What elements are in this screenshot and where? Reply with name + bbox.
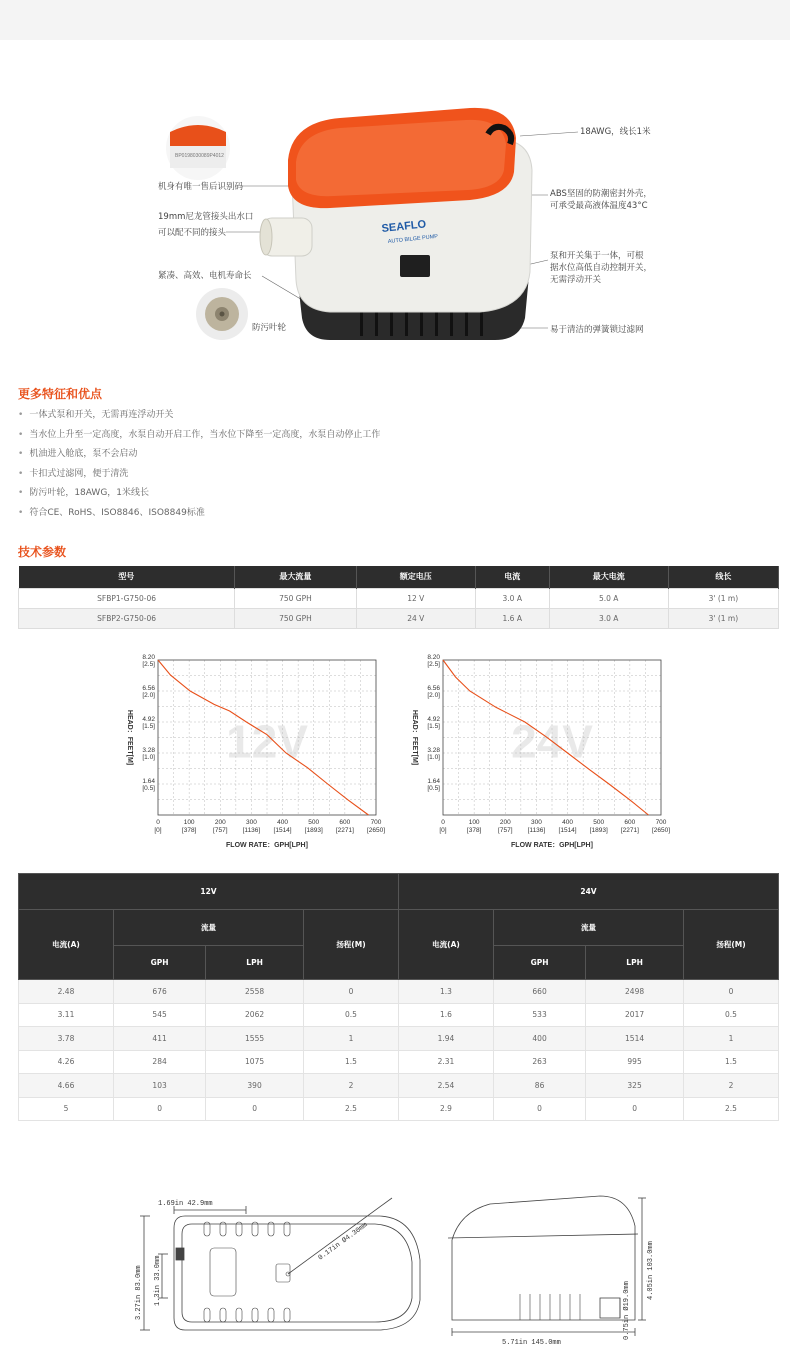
table-cell: 1514 xyxy=(586,1027,684,1051)
x-tick-label: 600 xyxy=(339,819,351,826)
chart-watermark: 24V xyxy=(511,715,593,768)
serial-inset xyxy=(166,116,230,180)
x-tick-label-metric: [1136] xyxy=(242,827,261,834)
table-cell: 2 xyxy=(303,1074,398,1098)
x-tick-label-metric: [378] xyxy=(466,827,482,834)
x-tick-label-metric: [2650] xyxy=(651,827,670,834)
callout-motor: 紧凑、高效、电机寿命长 xyxy=(158,271,252,281)
dim-length: 5.71in 145.0mm xyxy=(502,1339,561,1347)
y-tick-label-metric: [0.5] xyxy=(142,785,155,792)
table-cell: 2.48 xyxy=(19,980,114,1004)
table-cell: 0 xyxy=(206,1097,304,1121)
table-cell: 2017 xyxy=(586,1003,684,1027)
table-cell: 4.66 xyxy=(19,1074,114,1098)
y-tick-label-metric: [1.0] xyxy=(142,754,155,761)
y-tick-label: 3.28 xyxy=(427,747,440,754)
specs-header: 额定电压 xyxy=(356,566,475,588)
table-cell: 2 xyxy=(684,1074,779,1098)
x-tick-label-metric: [1514] xyxy=(273,827,292,834)
x-tick-label-metric: [378] xyxy=(181,827,197,834)
table-cell: 0 xyxy=(684,980,779,1004)
dim-diameter: 0.17in Ø4.30mm xyxy=(317,1221,370,1263)
y-tick-label: 3.28 xyxy=(142,747,155,754)
table-cell: 24 V xyxy=(356,608,475,628)
table-cell: 1.5 xyxy=(303,1050,398,1074)
table-row xyxy=(19,980,779,1004)
table-cell: 5.0 A xyxy=(549,588,668,608)
table-cell: 86 xyxy=(493,1074,585,1098)
y-tick-label-metric: [1.0] xyxy=(427,754,440,761)
flow-header: 流量 xyxy=(114,910,304,946)
table-cell: 1 xyxy=(303,1027,398,1051)
x-axis-label: FLOW RATE：GPH[LPH] xyxy=(226,842,308,849)
table-row xyxy=(19,1074,779,1098)
chart-24v xyxy=(405,648,670,858)
table-cell: 1 xyxy=(684,1027,779,1051)
specs-header: 最大流量 xyxy=(235,566,357,588)
dim-left-outer: 3.27in 83.0mm xyxy=(135,1265,143,1320)
specs-table xyxy=(18,566,779,629)
callout-switch-3: 无需浮动开关 xyxy=(550,275,602,285)
x-tick-label-metric: [2271] xyxy=(620,827,639,834)
y-axis-label: HEAD：FEET[M] xyxy=(411,709,418,766)
feature-item: • 一体式泵和开关，无需再连浮动开关 xyxy=(18,406,778,426)
table-cell: 2498 xyxy=(586,980,684,1004)
current-header: 电流(A) xyxy=(398,910,493,980)
x-tick-label-metric: [0] xyxy=(154,827,162,834)
table-cell: 676 xyxy=(114,980,206,1004)
specs-header: 型号 xyxy=(19,566,235,588)
feature-item: • 卡扣式过滤网，便于清洗 xyxy=(18,465,778,485)
product-hero xyxy=(0,40,790,370)
serial-code: BP0198030089P4012 xyxy=(175,153,224,159)
x-tick-label: 400 xyxy=(277,819,289,826)
x-tick-label: 700 xyxy=(655,819,667,826)
table-cell: 533 xyxy=(493,1003,585,1027)
y-axis-label: HEAD：FEET[M] xyxy=(126,709,133,766)
x-tick-label-metric: [757] xyxy=(498,827,513,834)
table-cell: 0.5 xyxy=(303,1003,398,1027)
table-cell: 995 xyxy=(586,1050,684,1074)
chart-watermark: 12V xyxy=(226,715,308,768)
dim-left-inner: 1.3in 33.0mm xyxy=(154,1255,162,1306)
dim-outlet: 0.75in Ø19.0mm xyxy=(623,1281,631,1340)
table-cell: 1.6 xyxy=(398,1003,493,1027)
feature-item: • 防污叶轮，18AWG，1米线长 xyxy=(18,484,778,504)
x-tick-label: 500 xyxy=(593,819,605,826)
table-cell: 1.3 xyxy=(398,980,493,1004)
table-cell: 2558 xyxy=(206,980,304,1004)
lph-header: LPH xyxy=(206,946,304,980)
x-tick-label-metric: [1514] xyxy=(558,827,577,834)
table-row xyxy=(19,588,779,608)
x-tick-label: 200 xyxy=(499,819,511,826)
table-cell: 390 xyxy=(206,1074,304,1098)
x-tick-label-metric: [1893] xyxy=(589,827,608,834)
table-cell: 3.0 A xyxy=(475,588,549,608)
table-cell: 3.11 xyxy=(19,1003,114,1027)
callout-switch-2: 据水位高低自动控制开关， xyxy=(550,263,653,273)
specs-title: 技术参数 xyxy=(18,545,67,559)
x-tick-label: 100 xyxy=(183,819,195,826)
top-bar xyxy=(0,0,790,40)
table-cell: 3' (1 m) xyxy=(668,588,778,608)
callout-filter: 易于清洁的弹簧锁过滤网 xyxy=(550,325,644,335)
features-title: 更多特征和优点 xyxy=(18,387,103,401)
feature-item: • 机油进入舱底，泵不会启动 xyxy=(18,445,778,465)
dim-top-width: 1.69in 42.9mm xyxy=(158,1200,213,1208)
callout-shell-2: 可承受最高液体温度43°C xyxy=(550,201,648,211)
table-cell: 2.5 xyxy=(303,1097,398,1121)
y-tick-label-metric: [2.5] xyxy=(427,661,440,668)
table-cell: 0 xyxy=(586,1097,684,1121)
specs-header: 电流 xyxy=(475,566,549,588)
callout-wire: 18AWG，线长1米 xyxy=(580,127,651,137)
table-cell: 1.5 xyxy=(684,1050,779,1074)
table-cell: 5 xyxy=(19,1097,114,1121)
feature-item: • 符合CE、RoHS、ISO8846、ISO8849标准 xyxy=(18,504,778,524)
y-tick-label-metric: [2.5] xyxy=(142,661,155,668)
gph-header: GPH xyxy=(493,946,585,980)
table-cell: 1.94 xyxy=(398,1027,493,1051)
table-cell: 660 xyxy=(493,980,585,1004)
table-cell: 3.0 A xyxy=(549,608,668,628)
x-tick-label: 0 xyxy=(441,819,445,826)
table-cell: SFBP1-G750-06 xyxy=(19,588,235,608)
table-cell: 2.9 xyxy=(398,1097,493,1121)
x-tick-label-metric: [2650] xyxy=(366,827,385,834)
table-cell: 2.5 xyxy=(684,1097,779,1121)
x-axis-label: FLOW RATE：GPH[LPH] xyxy=(511,842,593,849)
pump-illustration xyxy=(0,40,790,370)
callout-outlet-2: 可以配不同的接头 xyxy=(158,228,227,238)
table-cell: 1.6 A xyxy=(475,608,549,628)
group-header-24v: 24V xyxy=(398,874,778,910)
y-tick-label: 1.64 xyxy=(427,778,440,785)
current-header: 电流(A) xyxy=(19,910,114,980)
callout-impeller: 防污叶轮 xyxy=(252,323,287,333)
table-cell: 750 GPH xyxy=(235,608,357,628)
group-header-12v: 12V xyxy=(19,874,399,910)
y-tick-label: 6.56 xyxy=(427,685,440,692)
table-cell: 400 xyxy=(493,1027,585,1051)
x-tick-label-metric: [1136] xyxy=(527,827,546,834)
table-cell: 2.54 xyxy=(398,1074,493,1098)
table-cell: 4.26 xyxy=(19,1050,114,1074)
y-tick-label-metric: [1.5] xyxy=(142,723,155,730)
flow-header: 流量 xyxy=(493,910,683,946)
y-tick-label-metric: [1.5] xyxy=(427,723,440,730)
head-header: 扬程(M) xyxy=(684,910,779,980)
x-tick-label: 300 xyxy=(245,819,257,826)
callout-serial: 机身有唯一售后识别码 xyxy=(158,182,244,192)
y-tick-label-metric: [0.5] xyxy=(427,785,440,792)
table-cell: 284 xyxy=(114,1050,206,1074)
table-row xyxy=(19,1003,779,1027)
table-cell: 12 V xyxy=(356,588,475,608)
gph-header: GPH xyxy=(114,946,206,980)
callout-shell-1: ABS坚固的防潮密封外壳， xyxy=(550,189,652,199)
y-tick-label: 8.20 xyxy=(142,654,155,661)
x-tick-label: 400 xyxy=(562,819,574,826)
table-cell: 1555 xyxy=(206,1027,304,1051)
table-cell: 3.78 xyxy=(19,1027,114,1051)
table-cell: 545 xyxy=(114,1003,206,1027)
callout-switch-1: 泵和开关集于一体，可根 xyxy=(550,251,644,261)
y-tick-label: 4.92 xyxy=(142,716,155,723)
table-cell: 411 xyxy=(114,1027,206,1051)
x-tick-label: 500 xyxy=(308,819,320,826)
table-cell: 0 xyxy=(114,1097,206,1121)
x-tick-label-metric: [757] xyxy=(213,827,228,834)
specs-header: 线长 xyxy=(668,566,778,588)
table-row xyxy=(19,1050,779,1074)
table-cell: 2062 xyxy=(206,1003,304,1027)
table-cell: 750 GPH xyxy=(235,588,357,608)
y-tick-label: 1.64 xyxy=(142,778,155,785)
x-tick-label: 700 xyxy=(370,819,382,826)
table-cell: 0 xyxy=(303,980,398,1004)
dimension-drawing xyxy=(130,1180,660,1350)
head-header: 扬程(M) xyxy=(303,910,398,980)
x-tick-label-metric: [1893] xyxy=(304,827,323,834)
table-cell: 1075 xyxy=(206,1050,304,1074)
chart-12v xyxy=(120,648,385,858)
x-tick-label: 100 xyxy=(468,819,480,826)
table-cell: 0.5 xyxy=(684,1003,779,1027)
table-row xyxy=(19,1097,779,1121)
table-cell: 0 xyxy=(493,1097,585,1121)
table-row xyxy=(19,1027,779,1051)
x-tick-label: 300 xyxy=(530,819,542,826)
features-list xyxy=(18,406,778,524)
dim-height: 4.05in 103.0mm xyxy=(647,1241,655,1300)
performance-table xyxy=(18,873,779,1121)
y-tick-label: 8.20 xyxy=(427,654,440,661)
table-cell: 2.31 xyxy=(398,1050,493,1074)
y-tick-label-metric: [2.0] xyxy=(427,692,440,699)
lph-header: LPH xyxy=(586,946,684,980)
y-tick-label: 4.92 xyxy=(427,716,440,723)
table-cell: 325 xyxy=(586,1074,684,1098)
brand-subtitle: AUTO BILGE PUMP xyxy=(387,233,439,245)
x-tick-label-metric: [0] xyxy=(439,827,447,834)
x-tick-label: 200 xyxy=(214,819,226,826)
y-tick-label-metric: [2.0] xyxy=(142,692,155,699)
brand-logo: SEAFLO xyxy=(381,218,427,235)
x-tick-label: 600 xyxy=(624,819,636,826)
table-cell: SFBP2-G750-06 xyxy=(19,608,235,628)
x-tick-label: 0 xyxy=(156,819,160,826)
specs-header: 最大电流 xyxy=(549,566,668,588)
callout-outlet-1: 19mm尼龙管接头出水口 xyxy=(158,212,254,222)
y-tick-label: 6.56 xyxy=(142,685,155,692)
table-row xyxy=(19,608,779,628)
x-tick-label-metric: [2271] xyxy=(335,827,354,834)
table-cell: 103 xyxy=(114,1074,206,1098)
table-cell: 3' (1 m) xyxy=(668,608,778,628)
impeller-inset xyxy=(196,288,248,340)
feature-item: • 当水位上升至一定高度，水泵自动开启工作，当水位下降至一定高度，水泵自动停止工作 xyxy=(18,426,778,446)
table-cell: 263 xyxy=(493,1050,585,1074)
